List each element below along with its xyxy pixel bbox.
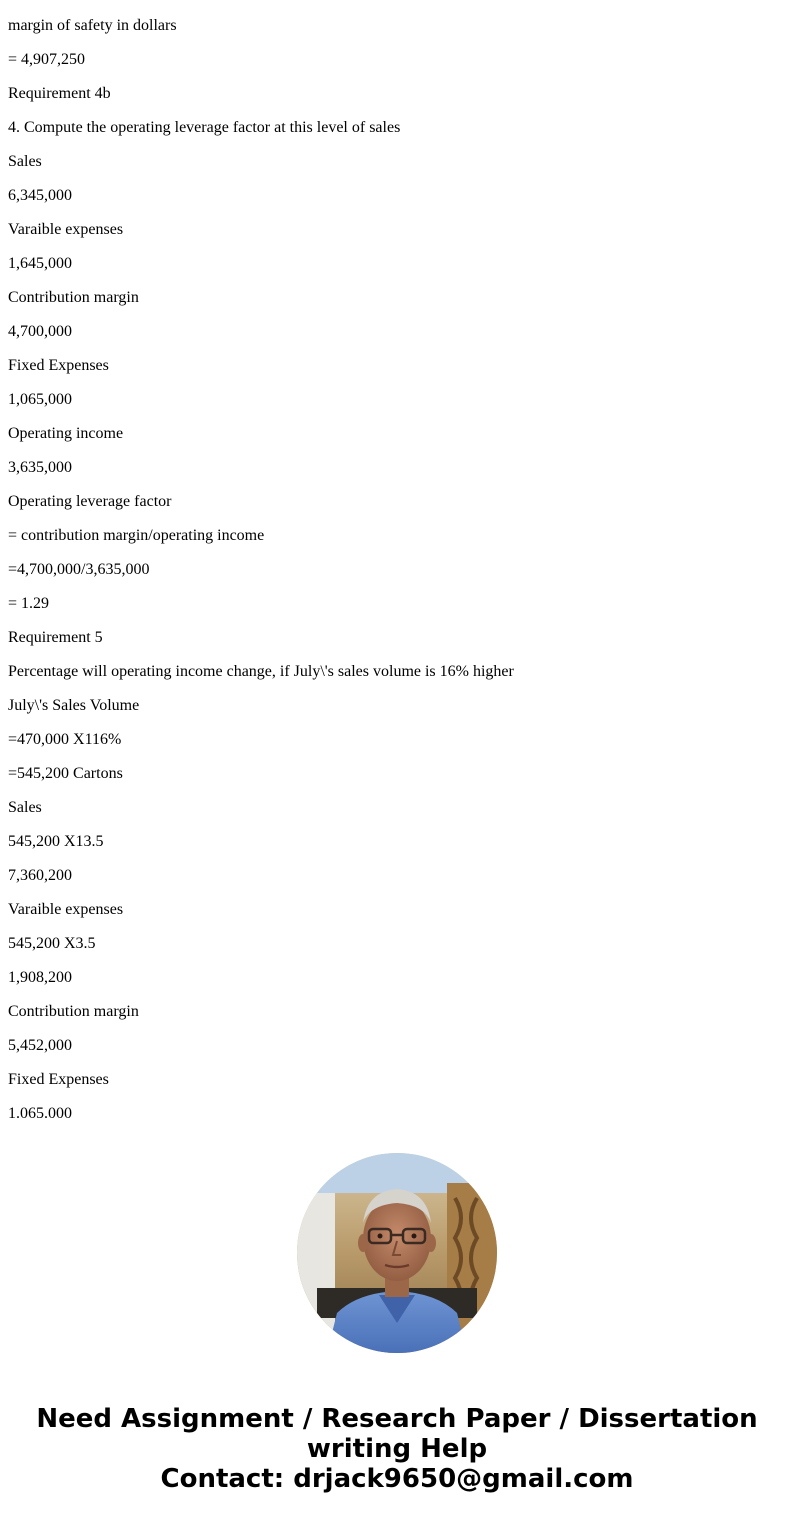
text-line: Operating income bbox=[8, 425, 124, 442]
text-line: 1,645,000 bbox=[8, 255, 72, 272]
text-line: Operating leverage factor bbox=[8, 493, 172, 510]
promo-contact: Contact: drjack9650@gmail.com bbox=[160, 1464, 634, 1494]
text-line: =470,000 X116% bbox=[8, 731, 122, 748]
text-line: 1.065.000 bbox=[8, 1105, 72, 1122]
tutor-portrait-photo-icon bbox=[297, 1153, 497, 1353]
text-line: =545,200 Cartons bbox=[8, 765, 123, 782]
text-line: Varaible expenses bbox=[8, 901, 124, 918]
text-line: Varaible expenses bbox=[8, 221, 124, 238]
text-line: margin of safety in dollars bbox=[8, 17, 177, 34]
text-line: 1,908,200 bbox=[8, 969, 72, 986]
text-line: = contribution margin/operating income bbox=[8, 527, 265, 544]
text-line: Sales bbox=[8, 799, 42, 816]
text-line: Sales bbox=[8, 153, 42, 170]
text-line: Fixed Expenses bbox=[8, 357, 109, 374]
promo-headline-continued: writing Help bbox=[306, 1434, 488, 1464]
text-line: 6,345,000 bbox=[8, 187, 72, 204]
text-line bbox=[8, 0, 788, 1]
text-line: Contribution margin bbox=[8, 1003, 139, 1020]
text-line: = 1.29 bbox=[8, 595, 50, 612]
text-line: = 4,907,250 bbox=[8, 51, 86, 68]
text-line: Contribution margin bbox=[8, 289, 139, 306]
text-line: Requirement 4b bbox=[8, 85, 111, 102]
text-line: Fixed Expenses bbox=[8, 1071, 109, 1088]
solution-text bbox=[8, 0, 788, 1139]
promo-headline: Need Assignment / Research Paper / Dissertation bbox=[36, 1404, 758, 1434]
text-line: 4,700,000 bbox=[8, 323, 72, 340]
promo-banner bbox=[0, 1404, 794, 1494]
text-line: Percentage will operating income change, if July\'s sales volume is 16% higher bbox=[8, 663, 514, 680]
text-line: 545,200 X3.5 bbox=[8, 935, 96, 952]
text-line: 3,635,000 bbox=[8, 459, 72, 476]
text-line: 1,065,000 bbox=[8, 391, 72, 408]
tutor-avatar bbox=[297, 1153, 497, 1353]
text-line: Requirement 5 bbox=[8, 629, 103, 646]
text-line: 4. Compute the operating leverage factor at this level of sales bbox=[8, 119, 401, 136]
text-line: July\'s Sales Volume bbox=[8, 697, 140, 714]
text-line: =4,700,000/3,635,000 bbox=[8, 561, 150, 578]
text-line: 545,200 X13.5 bbox=[8, 833, 104, 850]
text-line: 5,452,000 bbox=[8, 1037, 72, 1054]
text-line: 7,360,200 bbox=[8, 867, 72, 884]
